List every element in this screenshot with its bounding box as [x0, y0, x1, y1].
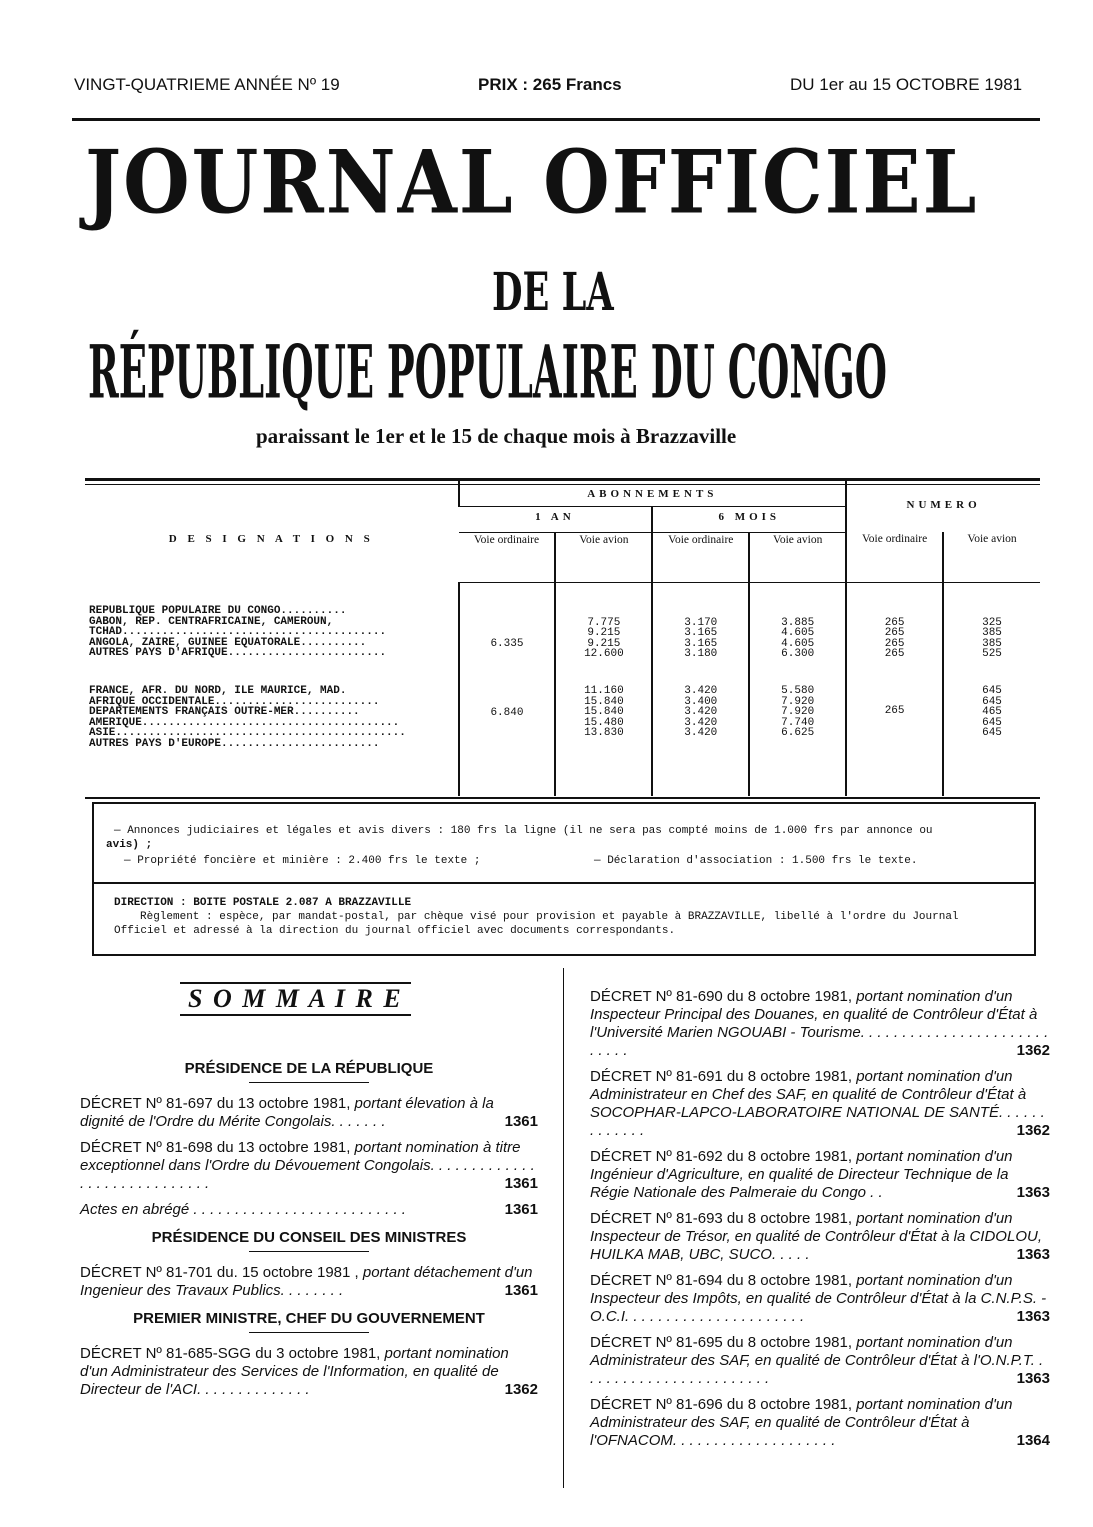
section-presidence-republique: PRÉSIDENCE DE LA RÉPUBLIQUE	[184, 1060, 434, 1077]
entry-text: portant nomination d'un Inspecteur Principal des Douanes, en qualité de Contrôleur d'État à l'Université Marien NGOUABI - Tourisme. . . . . . . . . . . . . . . . . . . . . . . . . . . .	[590, 988, 1049, 1059]
sommaire-title: S O M M A I R E	[180, 982, 411, 1016]
entry-lead: DÉCRET Nº 81-696 du 8 octobre 1981,	[590, 1396, 853, 1413]
cell-value: 12.600	[584, 648, 624, 660]
entry-page: 1362	[1016, 1122, 1050, 1139]
cell-value: 3.420	[684, 727, 718, 739]
entry-lead: DÉCRET Nº 81-698 du 13 octobre 1981,	[80, 1139, 351, 1156]
entry-page: 1364	[1016, 1432, 1050, 1449]
notice-association: — Déclaration d'association : 1.500 frs le texte.	[594, 855, 918, 867]
entry-page: 1361	[504, 1175, 538, 1192]
notice-reglement-cont: Officiel et adressé à la direction du journal officiel avec documents correspondants.	[114, 925, 676, 937]
col-voie-avion: Voie avion	[967, 533, 1017, 545]
sommaire-entry	[590, 1334, 1050, 1388]
col-voie-ordinaire: Voie ordinaire	[473, 533, 540, 546]
cell-value: 6.335	[490, 637, 524, 650]
designations-header: D E S I G N A T I O N S	[168, 533, 374, 545]
cell-value: 3.165	[684, 627, 718, 639]
sommaire-entry	[80, 1264, 538, 1300]
cell-value: 3.420	[684, 706, 718, 718]
cell-value: 265	[884, 648, 905, 660]
entry-text: Actes en abrégé . . . . . . . . . . . . . . . . . . . . . . . . . .	[80, 1201, 406, 1218]
designation-congo: REPUBLIQUE POPULAIRE DU CONGO..........	[89, 605, 347, 617]
entry-lead: DÉCRET Nº 81-693 du 8 octobre 1981,	[590, 1210, 853, 1227]
cell-value: 385	[982, 637, 1002, 650]
cell-value: 6.840	[490, 707, 524, 719]
sommaire-entry	[80, 1345, 538, 1399]
cell-value: 9.215	[587, 627, 621, 639]
column-divider	[563, 968, 564, 1488]
entry-page: 1361	[504, 1282, 538, 1299]
sommaire-entry	[590, 1148, 1050, 1202]
entry-page: 1361	[504, 1201, 538, 1218]
cell-value: 5.580	[781, 685, 815, 697]
notice-reglement: Règlement : espèce, par mandat-postal, par chèque visé pour provision et payable à BRAZZAVILLE, libellé à l'ordre du Journal	[140, 911, 959, 923]
cell-value: 265	[884, 616, 905, 629]
cell-value: 265	[884, 627, 905, 639]
price: PRIX : 265 Francs	[478, 75, 622, 94]
entry-lead: DÉCRET Nº 81-697 du 13 octobre 1981,	[80, 1095, 351, 1112]
designation-france: FRANCE, AFR. DU NORD, ILE MAURICE, MAD.	[89, 685, 347, 697]
entry-lead: DÉCRET Nº 81-685-SGG du 3 octobre 1981,	[80, 1345, 381, 1362]
cell-value: 3.170	[684, 616, 718, 629]
cell-value: 13.830	[584, 727, 624, 739]
cell-value: 385	[982, 627, 1002, 639]
sommaire-left-column	[80, 1050, 538, 1407]
notice-annonces-cont: avis) ;	[106, 839, 153, 851]
entry-page: 1362	[1016, 1042, 1050, 1059]
entry-text: portant détachement d'un Ingenieur des Travaux Publics. . . . . . . .	[80, 1264, 533, 1299]
numero-header: NUMERO	[906, 499, 981, 511]
designation-gabon: GABON, REP. CENTRAFRICAINE, CAMEROUN,	[89, 615, 334, 628]
sommaire-entry	[80, 1095, 538, 1131]
entry-lead: DÉCRET Nº 81-694 du 8 octobre 1981,	[590, 1272, 853, 1289]
sommaire-entry	[80, 1139, 538, 1193]
sommaire-entry	[590, 1068, 1050, 1140]
cell-value: 645	[982, 695, 1002, 708]
entry-text: portant nomination d'un Inspecteur de Trésor, en qualité de Contrôleur d'État à la CIDOLOU, HUILKA MAB, UBC, SUCO. . . . .	[590, 1210, 1042, 1263]
entry-lead: DÉCRET Nº 81-690 du 8 octobre 1981,	[590, 988, 853, 1005]
col-voie-ordinaire: Voie ordinaire	[668, 533, 734, 546]
entry-lead: DÉCRET Nº 81-692 du 8 octobre 1981,	[590, 1148, 853, 1165]
cell-value: 3.885	[781, 616, 815, 629]
cell-value: 3.400	[684, 695, 718, 708]
cell-value: 3.420	[684, 685, 718, 697]
entry-lead: DÉCRET Nº 81-691 du 8 octobre 1981,	[590, 1068, 853, 1085]
entry-text: portant nomination à titre exceptionnel dans l'Ordre du Dévouement Congolais. . . . . . . . . . . . . . . . . . . . . . . . . . . . .	[80, 1139, 535, 1192]
masthead-republique: RÉPUBLIQUE POPULAIRE DU CONGO	[88, 330, 887, 416]
notice-direction: DIRECTION : BOITE POSTALE 2.087 A BRAZZAVILLE	[114, 897, 412, 909]
cell-value: 265	[884, 705, 905, 717]
issue-date: DU 1er au 15 OCTOBRE 1981	[790, 75, 1023, 94]
cell-value: 645	[982, 685, 1002, 697]
entry-text: portant nomination d'un Inspecteur des Impôts, en qualité de Contrôleur d'État à la C.N.P.S. - O.C.I. . . . . . . . . . . . . . . . . . . . . .	[590, 1272, 1047, 1325]
designation-dom: DEPARTEMENTS FRANÇAIS OUTRE-MER..........	[89, 706, 360, 718]
entry-lead: DÉCRET Nº 81-695 du 8 octobre 1981,	[590, 1334, 853, 1351]
cell-value: 465	[982, 706, 1002, 718]
cell-value: 9.215	[587, 637, 621, 650]
header-rule	[72, 118, 1040, 121]
sommaire-right-column	[590, 988, 1050, 1458]
period-6-months: 6 MOIS	[718, 510, 781, 523]
col-voie-ordinaire: Voie ordinaire	[861, 533, 928, 545]
sommaire-entry-actes	[80, 1201, 538, 1219]
designation-autres-afrique: AUTRES PAYS D'AFRIQUE........................	[89, 647, 387, 659]
entry-page: 1363	[1016, 1184, 1050, 1201]
entry-page: 1363	[1016, 1370, 1050, 1387]
designation-autres-europe: AUTRES PAYS D'EUROPE........................	[89, 737, 380, 750]
sommaire-entry	[590, 988, 1050, 1060]
cell-value: 525	[982, 648, 1002, 660]
cell-value: 3.180	[684, 648, 718, 660]
cell-value: 15.840	[584, 706, 624, 718]
entry-page: 1363	[1016, 1308, 1050, 1325]
period-1-year: 1 AN	[535, 510, 575, 523]
subscription-table	[85, 478, 1040, 796]
designation-asie: ASIE............................................	[89, 727, 406, 739]
masthead-de-la: DE LA	[492, 262, 614, 324]
cell-value: 645	[982, 716, 1002, 729]
cell-value: 3.165	[684, 637, 718, 650]
entry-page: 1363	[1016, 1246, 1050, 1263]
cell-value: 325	[982, 616, 1002, 629]
cell-value: 6.625	[781, 727, 815, 739]
entry-text: portant nomination d'un Ingénieur d'Agriculture, en qualité de Directeur Technique de la Régie Nationale des Palmeraie du Congo . .	[590, 1148, 1013, 1201]
section-premier-ministre: PREMIER MINISTRE, CHEF DU GOUVERNEMENT	[133, 1310, 485, 1327]
sommaire-entry	[590, 1396, 1050, 1450]
cell-value: 4.605	[781, 627, 815, 639]
abonnements-header: ABONNEMENTS	[587, 488, 718, 500]
entry-page: 1361	[504, 1113, 538, 1130]
col-voie-avion: Voie avion	[579, 533, 629, 546]
cell-value: 11.160	[584, 685, 624, 697]
section-presidence-conseil: PRÉSIDENCE DU CONSEIL DES MINISTRES	[151, 1229, 467, 1246]
cell-value: 7.920	[781, 706, 815, 718]
cell-value: 3.420	[684, 716, 718, 729]
entry-text: portant nomination d'un Administrateur des Services de l'Information, en qualité de Directeur de l'ACI. . . . . . . . . . . . . .	[80, 1345, 509, 1398]
cell-value: 7.775	[587, 616, 621, 629]
col-voie-avion: Voie avion	[773, 533, 823, 546]
masthead-tagline: paraissant le 1er et le 15 de chaque mois à Brazzaville	[256, 424, 737, 448]
sommaire-entry	[590, 1272, 1050, 1326]
entry-text: portant élevation à la dignité de l'Ordre du Mérite Congolais. . . . . . .	[80, 1095, 494, 1130]
cell-value: 15.480	[584, 716, 624, 729]
cell-value: 7.920	[781, 695, 815, 708]
entry-page: 1362	[504, 1381, 538, 1398]
notice-annonces: — Annonces judiciaires et légales et avis divers : 180 frs la ligne (il ne sera pas compté moins de 1.000 frs par annonce ou	[114, 825, 933, 837]
notice-box	[92, 802, 1036, 956]
designation-tchad: TCHAD........................................	[89, 626, 387, 638]
cell-value: 4.605	[781, 637, 815, 650]
entry-text: portant nomination d'un Administrateur des SAF, en qualité de Contrôleur d'État à l'OFNACOM. . . . . . . . . . . . . . . . . . . .	[590, 1396, 1013, 1449]
cell-value: 645	[982, 727, 1002, 739]
cell-value: 15.840	[584, 695, 624, 708]
notice-divider	[94, 882, 1034, 884]
entry-text: portant nomination d'un Administrateur des SAF, en qualité de Contrôleur d'État à l'O.N.P.T. . . . . . . . . . . . . . . . . . . . . . . .	[590, 1334, 1044, 1387]
designation-amerique: AMERIQUE.......................................	[89, 716, 400, 729]
masthead-title: JOURNAL OFFICIEL	[85, 132, 979, 234]
cell-value: 6.300	[781, 648, 815, 660]
entry-text: portant nomination d'un Administrateur en Chef des SAF, en qualité de Contrôleur d'État à SOCOPHAR-LAPCO-LABORATOIRE NATIONAL DE SANTÉ. . . . . . . . . . . . .	[590, 1068, 1045, 1139]
sommaire-entry	[590, 1210, 1050, 1264]
cell-value: 7.740	[781, 716, 815, 729]
designation-angola: ANGOLA, ZAIRE, GUINEE EQUATORALE..........	[89, 636, 367, 649]
entry-lead: DÉCRET Nº 81-701 du. 15 octobre 1981 ,	[80, 1264, 359, 1281]
designation-afrique-occidentale: AFRIQUE OCCIDENTALE.........................	[89, 695, 380, 708]
notice-propriete: — Propriété foncière et minière : 2.400 frs le texte ;	[124, 855, 481, 867]
table-bottom-rule	[85, 797, 1040, 799]
cell-value: 265	[884, 637, 905, 650]
issue-number: VINGT-QUATRIEME ANNÉE Nº 19	[74, 75, 340, 94]
